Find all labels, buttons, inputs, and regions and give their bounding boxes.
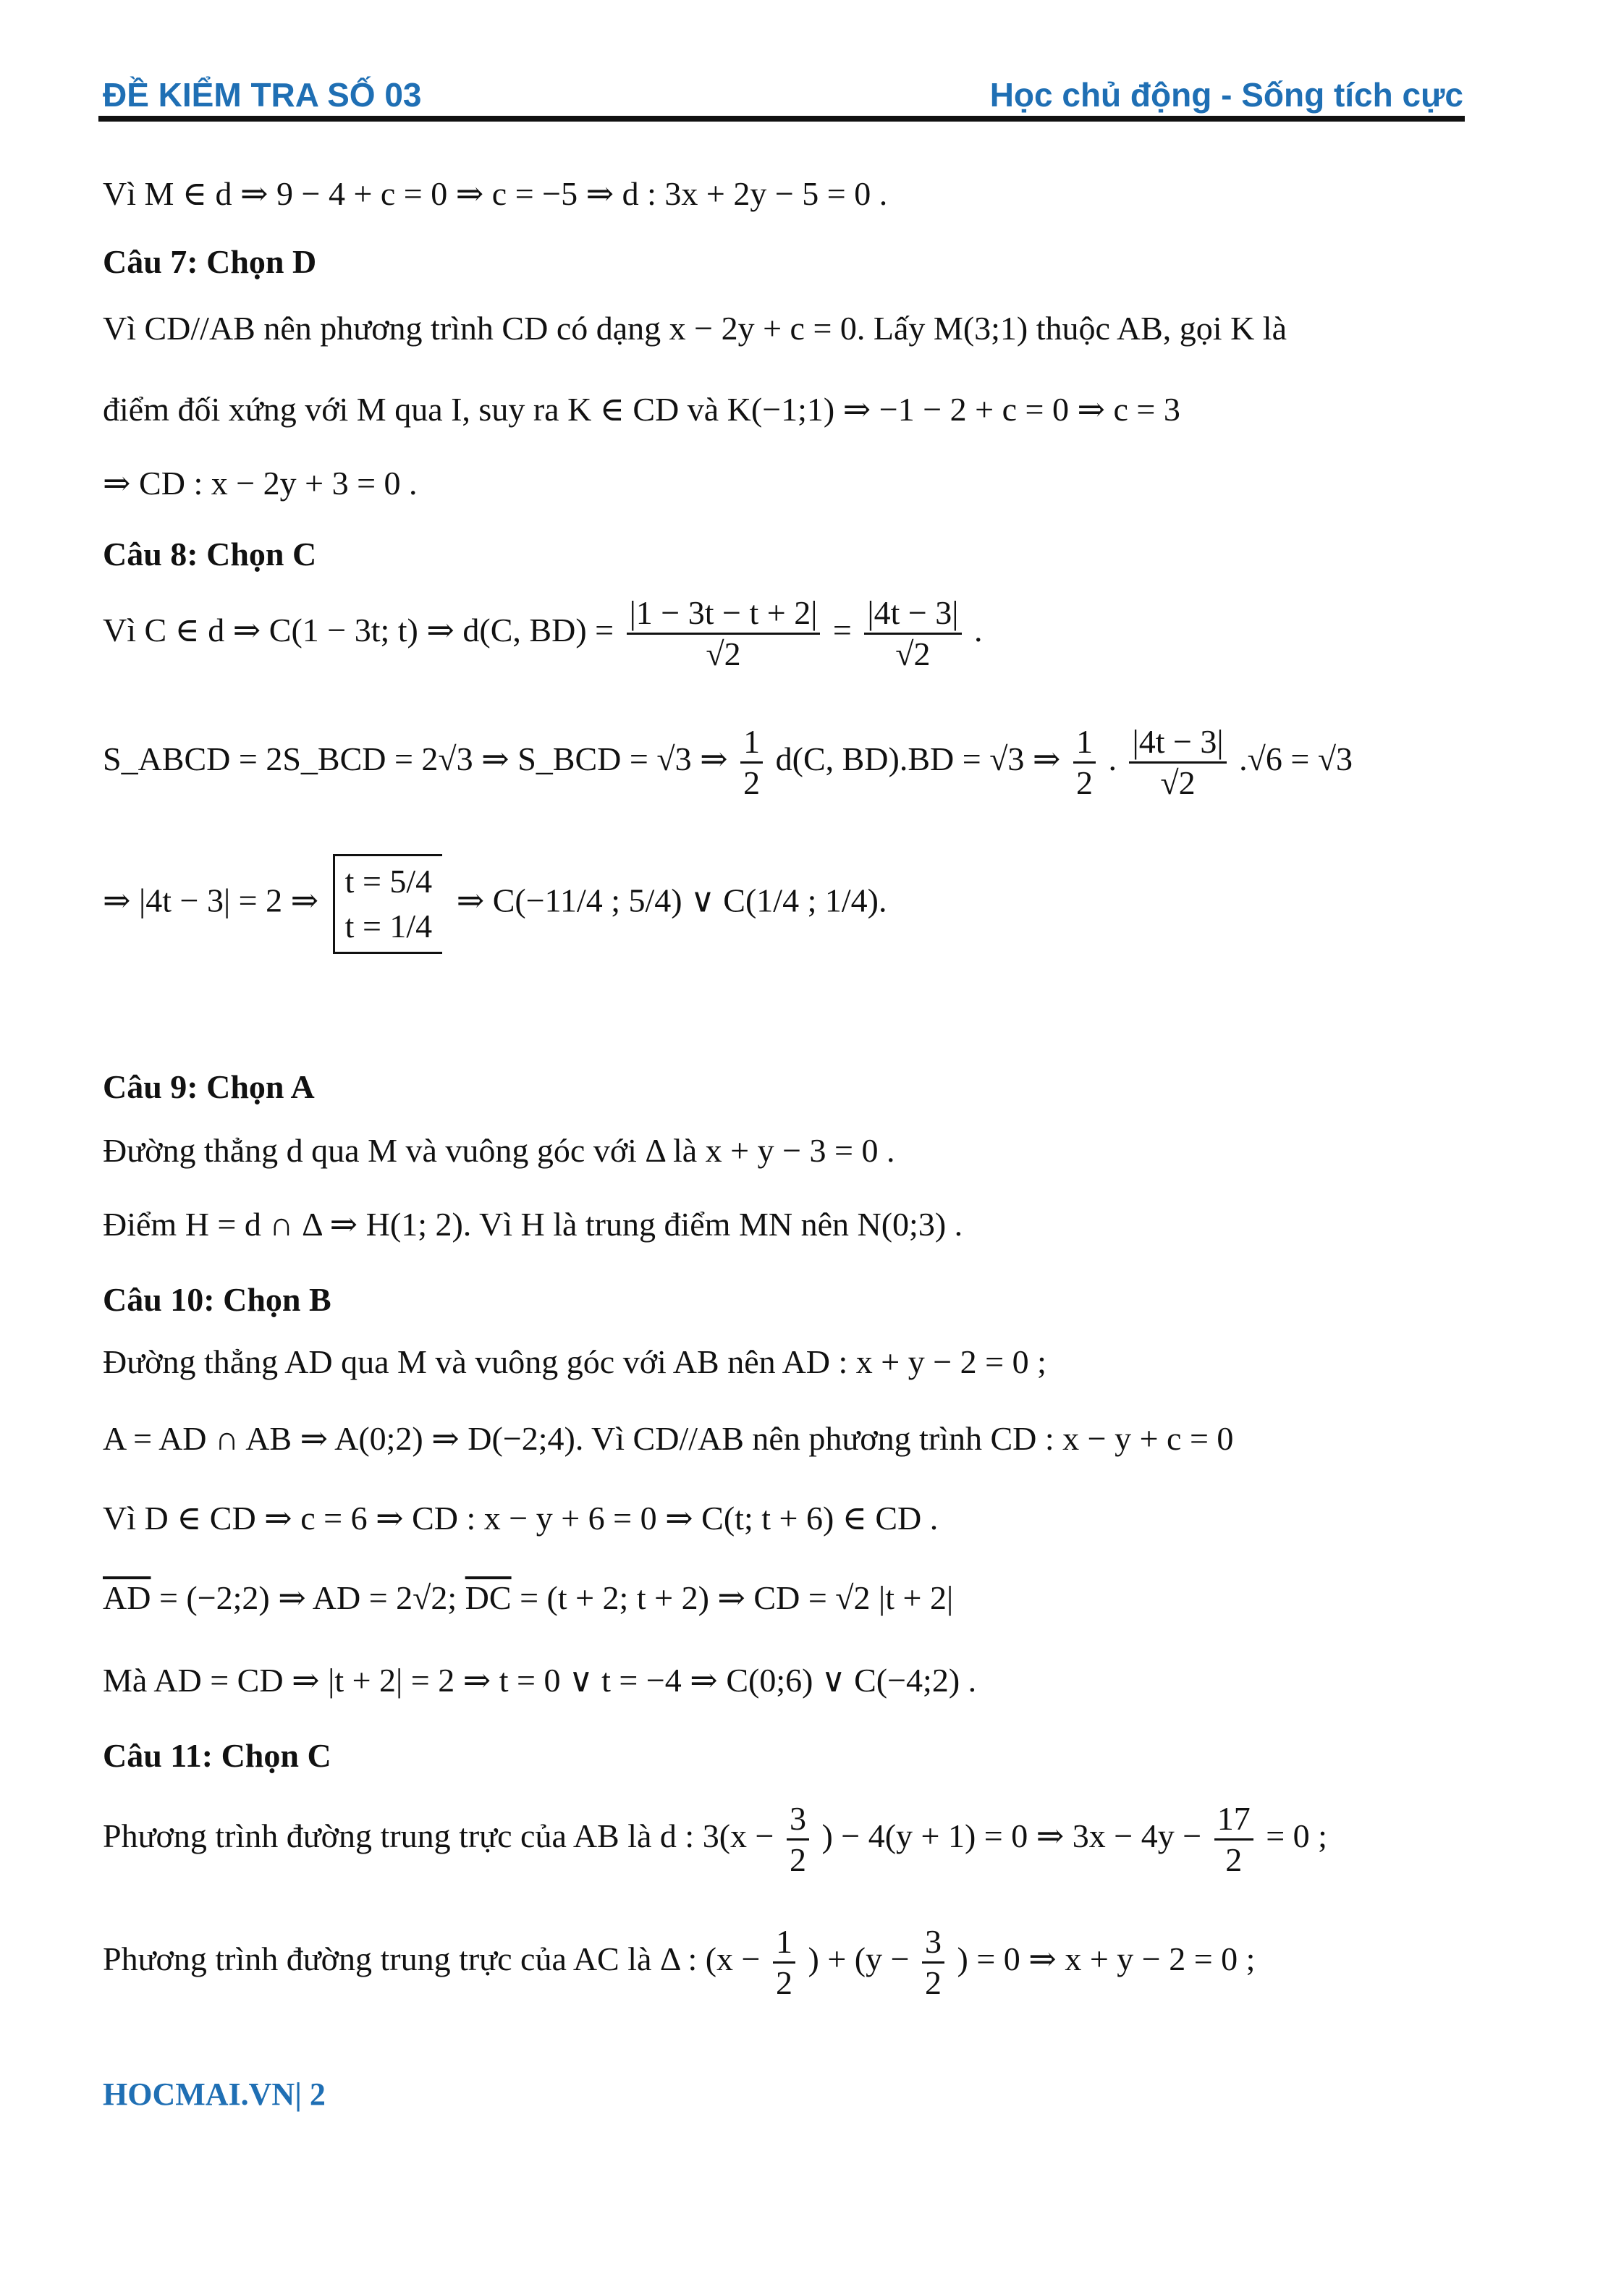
numerator: 1 (740, 722, 763, 764)
fraction (773, 1922, 795, 2003)
denominator: 2 (1075, 764, 1093, 801)
text-line: A = AD ∩ AB ⇒ A(0;2) ⇒ D(−2;4). Vì CD//AB nên phương trình CD : x − y + c = 0 (103, 1420, 1234, 1457)
denominator: 2 (789, 1841, 806, 1878)
text-line: điểm đối xứng với M qua I, suy ra K ∈ CD và K(−1;1) ⇒ −1 − 2 + c = 0 ⇒ c = 3 (103, 391, 1180, 428)
formula-text: ) − 4(y + 1) = 0 ⇒ 3x − 4y − (821, 1817, 1202, 1855)
formula-text: .√6 = √3 (1239, 740, 1353, 778)
fraction (1073, 722, 1096, 803)
formula-text: ⇒ C(−11/4 ; 5/4) ∨ C(1/4 ; 1/4). (456, 882, 887, 919)
formula-line (103, 854, 887, 954)
text-line: ⇒ CD : x − 2y + 3 = 0 . (103, 465, 418, 502)
formula-line (103, 722, 1353, 803)
text-line: Mà AD = CD ⇒ |t + 2| = 2 ⇒ t = 0 ∨ t = −4 ⇒ C(0;6) ∨ C(−4;2) . (103, 1662, 977, 1699)
numerator: 1 (773, 1922, 795, 1964)
fraction (864, 593, 961, 674)
formula-text: d(C, BD).BD = √3 ⇒ (775, 740, 1061, 778)
formula-text: . (1108, 740, 1117, 778)
formula-text: Vì C ∈ d ⇒ C(1 − 3t; t) ⇒ d(C, BD) = (103, 612, 614, 649)
footer-page-label: HOCMAI.VN| 2 (103, 2076, 326, 2112)
header-title: ĐỀ KIỂM TRA SỐ 03 (103, 76, 422, 114)
text-line: Điểm H = d ∩ Δ ⇒ H(1; 2). Vì H là trung điểm MN nên N(0;3) . (103, 1206, 963, 1243)
denominator: 2 (743, 764, 761, 801)
text-line: Đường thẳng AD qua M và vuông góc với AB nên AD : x + y − 2 = 0 ; (103, 1343, 1046, 1380)
case-item: t = 1/4 (344, 908, 433, 945)
denominator: √2 (706, 635, 741, 672)
denominator: 2 (925, 1964, 942, 2001)
vector-ad: $\overline{AD}$ (103, 1579, 151, 1616)
question-heading: Câu 11: Chọn C (103, 1737, 331, 1774)
numerator: |1 − 3t − t + 2| (627, 593, 821, 635)
fraction (627, 593, 821, 674)
numerator: 3 (787, 1799, 809, 1841)
denominator: √2 (895, 635, 931, 672)
formula-text: = (832, 612, 852, 649)
numerator: 3 (922, 1922, 944, 1964)
formula-text: ⇒ |4t − 3| = 2 ⇒ (103, 882, 319, 919)
denominator: 2 (776, 1964, 792, 2001)
numerator: 17 (1214, 1799, 1253, 1841)
formula-text: = (t + 2; t + 2) ⇒ CD = √2 |t + 2| (520, 1579, 954, 1616)
question-heading: Câu 7: Chọn D (103, 243, 317, 280)
header-divider (98, 116, 1465, 122)
text-line: Vì D ∈ CD ⇒ c = 6 ⇒ CD : x − y + 6 = 0 ⇒ C(t; t + 6) ∈ CD . (103, 1500, 939, 1537)
formula-text: ) + (y − (808, 1940, 910, 1978)
fraction (1129, 722, 1226, 803)
fraction (1214, 1799, 1253, 1880)
question-heading: Câu 10: Chọn B (103, 1281, 331, 1318)
question-heading: Câu 9: Chọn A (103, 1068, 315, 1105)
formula-text: S_ABCD = 2S_BCD = 2√3 ⇒ S_BCD = √3 ⇒ (103, 740, 728, 778)
fraction (787, 1799, 809, 1880)
formula-text: Phương trình đường trung trực của AC là Δ : (x − (103, 1940, 761, 1978)
formula-text: . (974, 612, 983, 649)
vector-dc: $\overline{DC}$ (465, 1579, 512, 1616)
fraction (740, 722, 763, 803)
numerator: 1 (1073, 722, 1096, 764)
fraction (922, 1922, 944, 2003)
question-heading: Câu 8: Chọn C (103, 536, 317, 572)
numerator: |4t − 3| (864, 593, 961, 635)
formula-line (103, 593, 983, 674)
case-item: t = 5/4 (344, 863, 433, 900)
text-line: Vì M ∈ d ⇒ 9 − 4 + c = 0 ⇒ c = −5 ⇒ d : 3x + 2y − 5 = 0 . (103, 175, 888, 212)
formula-line (103, 1799, 1327, 1880)
denominator: 2 (1225, 1841, 1243, 1878)
formula-text: Phương trình đường trung trực của AB là d : 3(x − (103, 1817, 774, 1855)
text-line: Vì CD//AB nên phương trình CD có dạng x − 2y + c = 0. Lấy M(3;1) thuộc AB, gọi K là (103, 310, 1287, 347)
formula-line (103, 1922, 1255, 2003)
formula-text: ) = 0 ⇒ x + y − 2 = 0 ; (957, 1940, 1256, 1978)
formula-text: = 0 ; (1266, 1817, 1327, 1855)
formula-line (103, 1578, 953, 1618)
numerator: |4t − 3| (1129, 722, 1226, 764)
formula-text: = (−2;2) ⇒ AD = 2√2; (158, 1579, 457, 1616)
case-bracket (333, 854, 443, 954)
header-slogan: Học chủ động - Sống tích cực (989, 76, 1463, 114)
denominator: √2 (1160, 764, 1196, 801)
text-line: Đường thẳng d qua M và vuông góc với Δ là x + y − 3 = 0 . (103, 1132, 895, 1169)
